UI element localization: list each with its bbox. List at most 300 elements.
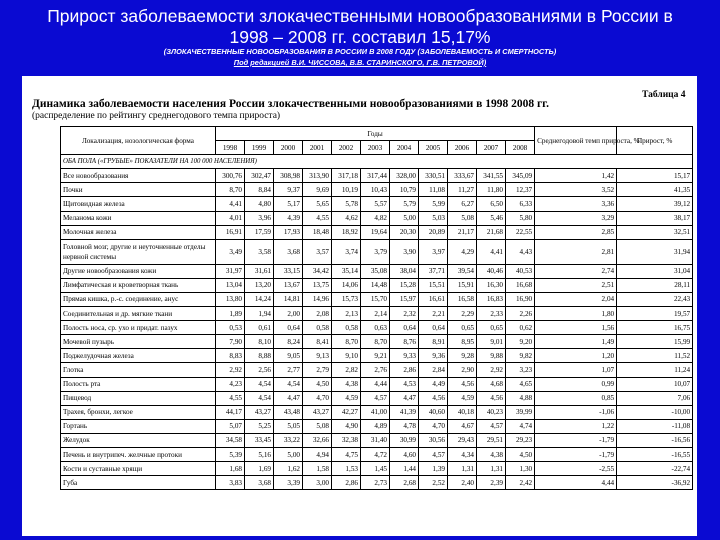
cell-2005: 8,91 xyxy=(419,335,448,349)
cell-2007: 4,41 xyxy=(477,239,506,264)
cell-2004: 20,30 xyxy=(390,225,419,239)
cell-2005: 2,84 xyxy=(419,363,448,377)
cell-growth: 31,04 xyxy=(617,264,693,278)
cell-1998: 2,92 xyxy=(216,363,245,377)
row-location: Другие новообразования кожи xyxy=(61,264,216,278)
cell-growth: 41,35 xyxy=(617,183,693,197)
cell-1999: 13,20 xyxy=(245,278,274,292)
table-caption: Динамика заболеваемости населения России злокачественными новообразованиями в 1998 2008 гг. xyxy=(32,98,549,110)
cell-1999: 43,27 xyxy=(245,405,274,419)
cell-growth: -11,08 xyxy=(617,419,693,433)
cell-growth: 19,57 xyxy=(617,307,693,321)
table-row xyxy=(61,169,693,183)
cell-2007: 1,31 xyxy=(477,462,506,476)
cell-2008: 39,99 xyxy=(506,405,535,419)
table-row xyxy=(61,476,693,490)
cell-1998: 8,83 xyxy=(216,349,245,363)
cell-2006: 2,90 xyxy=(448,363,477,377)
cell-1998: 4,41 xyxy=(216,197,245,211)
cell-2006: 4,34 xyxy=(448,447,477,461)
cell-2000: 4,47 xyxy=(274,391,303,405)
cell-2007: 4,57 xyxy=(477,419,506,433)
editors-line: Под редакцией В.И. ЧИССОВА, В.В. СТАРИНСКОГО, Г.В. ПЕТРОВОЙ) xyxy=(233,58,487,67)
cell-avg-growth: 4,44 xyxy=(535,476,617,490)
cell-2007: 4,56 xyxy=(477,391,506,405)
cell-2006: 8,95 xyxy=(448,335,477,349)
row-location: Молочная железа xyxy=(61,225,216,239)
cell-2006: 0,65 xyxy=(448,321,477,335)
row-location: Поджелудочная железа xyxy=(61,349,216,363)
row-location: Гортань xyxy=(61,419,216,433)
cell-growth: 32,51 xyxy=(617,225,693,239)
cell-avg-growth: 1,49 xyxy=(535,335,617,349)
cell-2004: 3,90 xyxy=(390,239,419,264)
table-body xyxy=(61,155,693,490)
cell-avg-growth: -1,06 xyxy=(535,405,617,419)
cell-2005: 2,21 xyxy=(419,307,448,321)
cell-2001: 1,58 xyxy=(303,462,332,476)
row-location: Прямая кишка, р.-с. соединение, анус xyxy=(61,292,216,306)
cell-1999: 1,94 xyxy=(245,307,274,321)
cell-2007: 6,50 xyxy=(477,197,506,211)
cell-2004: 38,04 xyxy=(390,264,419,278)
cell-2006: 11,27 xyxy=(448,183,477,197)
cell-2006: 4,56 xyxy=(448,377,477,391)
cell-2007: 9,01 xyxy=(477,335,506,349)
cell-2000: 3,68 xyxy=(274,239,303,264)
cell-2008: 345,09 xyxy=(506,169,535,183)
cell-2002: 3,74 xyxy=(332,239,361,264)
title-line-2: 1998 – 2008 гг. составил 15,17% xyxy=(229,27,491,47)
row-location: Меланома кожи xyxy=(61,211,216,225)
year-header-2005: 2005 xyxy=(419,141,448,155)
cell-1999: 4,54 xyxy=(245,391,274,405)
year-header-2007: 2007 xyxy=(477,141,506,155)
cell-1998: 4,01 xyxy=(216,211,245,225)
cell-2000: 4,39 xyxy=(274,211,303,225)
year-header-1998: 1998 xyxy=(216,141,245,155)
table-row xyxy=(61,307,693,321)
year-header-2008: 2008 xyxy=(506,141,535,155)
cell-avg-growth: 2,74 xyxy=(535,264,617,278)
cell-2001: 34,42 xyxy=(303,264,332,278)
cell-avg-growth: 1,80 xyxy=(535,307,617,321)
cell-avg-growth: -2,55 xyxy=(535,462,617,476)
cell-avg-growth: -1,79 xyxy=(535,447,617,461)
row-location: Все новообразования xyxy=(61,169,216,183)
cell-2006: 9,28 xyxy=(448,349,477,363)
cell-2008: 3,23 xyxy=(506,363,535,377)
cell-2004: 2,32 xyxy=(390,307,419,321)
table-row xyxy=(61,278,693,292)
cell-2004: 0,64 xyxy=(390,321,419,335)
col-years-header: Годы xyxy=(216,127,535,141)
cell-2004: 4,53 xyxy=(390,377,419,391)
cell-2000: 1,62 xyxy=(274,462,303,476)
col-location-header: Локализация, нозологическая форма xyxy=(61,127,216,155)
cell-2000: 5,17 xyxy=(274,197,303,211)
cell-2008: 5,80 xyxy=(506,211,535,225)
cell-2004: 5,79 xyxy=(390,197,419,211)
cell-2000: 2,77 xyxy=(274,363,303,377)
cell-2004: 2,68 xyxy=(390,476,419,490)
cell-growth: 11,52 xyxy=(617,349,693,363)
cell-2003: 15,70 xyxy=(361,292,390,306)
cell-2007: 21,68 xyxy=(477,225,506,239)
cell-1999: 4,80 xyxy=(245,197,274,211)
cell-2000: 14,81 xyxy=(274,292,303,306)
year-header-2003: 2003 xyxy=(361,141,390,155)
cell-2001: 5,08 xyxy=(303,419,332,433)
cell-2003: 2,14 xyxy=(361,307,390,321)
cell-2002: 10,19 xyxy=(332,183,361,197)
cell-2004: 41,39 xyxy=(390,405,419,419)
cell-1998: 8,70 xyxy=(216,183,245,197)
cell-2003: 2,76 xyxy=(361,363,390,377)
cell-2002: 2,82 xyxy=(332,363,361,377)
cell-2005: 4,56 xyxy=(419,391,448,405)
cell-1999: 2,56 xyxy=(245,363,274,377)
cell-2008: 9,82 xyxy=(506,349,535,363)
cell-2006: 15,91 xyxy=(448,278,477,292)
cell-2000: 9,37 xyxy=(274,183,303,197)
cell-2000: 9,05 xyxy=(274,349,303,363)
cell-1998: 13,04 xyxy=(216,278,245,292)
cell-2001: 4,94 xyxy=(303,447,332,461)
cell-avg-growth: 1,07 xyxy=(535,363,617,377)
cell-growth: 39,12 xyxy=(617,197,693,211)
cell-avg-growth: 1,20 xyxy=(535,349,617,363)
cell-2003: 4,72 xyxy=(361,447,390,461)
cell-2004: 1,44 xyxy=(390,462,419,476)
cell-2007: 4,38 xyxy=(477,447,506,461)
cell-2007: 341,55 xyxy=(477,169,506,183)
cell-avg-growth: 2,04 xyxy=(535,292,617,306)
row-location: Губа xyxy=(61,476,216,490)
cell-2004: 4,78 xyxy=(390,419,419,433)
cell-2002: 4,75 xyxy=(332,447,361,461)
table-row xyxy=(61,239,693,264)
cell-growth: 28,11 xyxy=(617,278,693,292)
row-location: Полость рта xyxy=(61,377,216,391)
cell-2006: 4,59 xyxy=(448,391,477,405)
cell-2003: 8,70 xyxy=(361,335,390,349)
table-row xyxy=(61,349,693,363)
row-location: Желудок xyxy=(61,433,216,447)
cell-2003: 4,89 xyxy=(361,419,390,433)
cell-2008: 2,42 xyxy=(506,476,535,490)
cell-1999: 33,45 xyxy=(245,433,274,447)
cell-2002: 317,18 xyxy=(332,169,361,183)
cell-2002: 42,27 xyxy=(332,405,361,419)
cell-avg-growth: 1,22 xyxy=(535,419,617,433)
cell-2007: 40,23 xyxy=(477,405,506,419)
cell-1998: 34,58 xyxy=(216,433,245,447)
cell-2003: 1,45 xyxy=(361,462,390,476)
cell-2008: 2,26 xyxy=(506,307,535,321)
cell-1998: 44,17 xyxy=(216,405,245,419)
cell-2002: 15,73 xyxy=(332,292,361,306)
cell-1998: 0,53 xyxy=(216,321,245,335)
table-row xyxy=(61,405,693,419)
cell-2002: 2,13 xyxy=(332,307,361,321)
row-location: Соединительная и др. мягкие ткани xyxy=(61,307,216,321)
cell-2002: 2,86 xyxy=(332,476,361,490)
table-row xyxy=(61,264,693,278)
cell-2002: 35,14 xyxy=(332,264,361,278)
table-caption-sub: (распределение по рейтингу среднегодового темпа прироста) xyxy=(32,111,281,121)
cell-2007: 40,46 xyxy=(477,264,506,278)
cell-2007: 11,80 xyxy=(477,183,506,197)
col-growth-header: Прирост, % xyxy=(617,127,693,155)
cell-2001: 13,75 xyxy=(303,278,332,292)
cell-2006: 6,27 xyxy=(448,197,477,211)
cell-1999: 5,16 xyxy=(245,447,274,461)
cell-2003: 14,48 xyxy=(361,278,390,292)
cell-1998: 31,97 xyxy=(216,264,245,278)
cell-2001: 18,48 xyxy=(303,225,332,239)
cell-2001: 14,96 xyxy=(303,292,332,306)
cell-2001: 8,41 xyxy=(303,335,332,349)
cell-2008: 4,43 xyxy=(506,239,535,264)
cell-2005: 9,36 xyxy=(419,349,448,363)
cell-2004: 15,97 xyxy=(390,292,419,306)
cell-2000: 308,98 xyxy=(274,169,303,183)
cell-2000: 43,48 xyxy=(274,405,303,419)
cell-2000: 33,15 xyxy=(274,264,303,278)
cell-2003: 4,57 xyxy=(361,391,390,405)
cell-2003: 4,44 xyxy=(361,377,390,391)
incidence-table xyxy=(60,126,693,490)
cell-2000: 8,24 xyxy=(274,335,303,349)
cell-2005: 11,08 xyxy=(419,183,448,197)
cell-1999: 4,54 xyxy=(245,377,274,391)
cell-1998: 4,23 xyxy=(216,377,245,391)
table-row xyxy=(61,462,693,476)
cell-2003: 0,63 xyxy=(361,321,390,335)
cell-2002: 4,62 xyxy=(332,211,361,225)
cell-avg-growth: 0,85 xyxy=(535,391,617,405)
cell-2006: 2,40 xyxy=(448,476,477,490)
cell-2001: 4,55 xyxy=(303,211,332,225)
row-location: Трахея, бронхи, легкое xyxy=(61,405,216,419)
cell-1998: 3,49 xyxy=(216,239,245,264)
cell-1999: 3,58 xyxy=(245,239,274,264)
cell-2000: 5,00 xyxy=(274,447,303,461)
cell-1999: 302,47 xyxy=(245,169,274,183)
cell-avg-growth: 2,51 xyxy=(535,278,617,292)
table-row xyxy=(61,391,693,405)
cell-2002: 4,59 xyxy=(332,391,361,405)
cell-2005: 30,56 xyxy=(419,433,448,447)
cell-2006: 333,67 xyxy=(448,169,477,183)
cell-2001: 313,90 xyxy=(303,169,332,183)
cell-2004: 9,33 xyxy=(390,349,419,363)
cell-2000: 2,00 xyxy=(274,307,303,321)
cell-2001: 0,58 xyxy=(303,321,332,335)
cell-2008: 4,74 xyxy=(506,419,535,433)
cell-2000: 33,22 xyxy=(274,433,303,447)
cell-2001: 3,57 xyxy=(303,239,332,264)
cell-2000: 13,67 xyxy=(274,278,303,292)
cell-2005: 2,52 xyxy=(419,476,448,490)
cell-growth: 11,24 xyxy=(617,363,693,377)
cell-2006: 1,31 xyxy=(448,462,477,476)
cell-2007: 4,68 xyxy=(477,377,506,391)
source-line: (ЗЛОКАЧЕСТВЕННЫЕ НОВООБРАЗОВАНИЯ В РОССИИ В 2008 ГОДУ (ЗАБОЛЕВАЕМОСТЬ И СМЕРТНОСТЬ) xyxy=(163,47,557,56)
cell-1998: 1,89 xyxy=(216,307,245,321)
cell-avg-growth: 2,85 xyxy=(535,225,617,239)
cell-1998: 13,80 xyxy=(216,292,245,306)
cell-2003: 4,82 xyxy=(361,211,390,225)
cell-2001: 4,50 xyxy=(303,377,332,391)
cell-growth: -16,55 xyxy=(617,447,693,461)
table-row xyxy=(61,183,693,197)
table-row xyxy=(61,433,693,447)
cell-2005: 20,89 xyxy=(419,225,448,239)
year-header-2001: 2001 xyxy=(303,141,332,155)
cell-2008: 4,50 xyxy=(506,447,535,461)
cell-2006: 21,17 xyxy=(448,225,477,239)
cell-avg-growth: 3,52 xyxy=(535,183,617,197)
cell-2002: 4,38 xyxy=(332,377,361,391)
cell-2005: 3,97 xyxy=(419,239,448,264)
cell-1999: 17,59 xyxy=(245,225,274,239)
table-row xyxy=(61,321,693,335)
cell-2004: 2,86 xyxy=(390,363,419,377)
year-header-2002: 2002 xyxy=(332,141,361,155)
row-location: Щитовидная железа xyxy=(61,197,216,211)
row-location: Кости и суставные хрящи xyxy=(61,462,216,476)
cell-2003: 3,79 xyxy=(361,239,390,264)
cell-avg-growth: -1,79 xyxy=(535,433,617,447)
cell-avg-growth: 3,29 xyxy=(535,211,617,225)
row-location: Глотка xyxy=(61,363,216,377)
cell-growth: 7,06 xyxy=(617,391,693,405)
cell-2002: 9,10 xyxy=(332,349,361,363)
cell-2001: 9,69 xyxy=(303,183,332,197)
cell-2005: 4,57 xyxy=(419,447,448,461)
cell-2008: 6,33 xyxy=(506,197,535,211)
cell-1999: 0,61 xyxy=(245,321,274,335)
cell-2001: 5,65 xyxy=(303,197,332,211)
cell-2003: 31,40 xyxy=(361,433,390,447)
cell-avg-growth: 1,42 xyxy=(535,169,617,183)
cell-growth: 22,43 xyxy=(617,292,693,306)
cell-2006: 29,43 xyxy=(448,433,477,447)
cell-2007: 2,39 xyxy=(477,476,506,490)
cell-2004: 30,99 xyxy=(390,433,419,447)
cell-2004: 8,76 xyxy=(390,335,419,349)
cell-2000: 0,64 xyxy=(274,321,303,335)
cell-2002: 14,06 xyxy=(332,278,361,292)
cell-1999: 8,84 xyxy=(245,183,274,197)
cell-1998: 16,91 xyxy=(216,225,245,239)
cell-2005: 5,99 xyxy=(419,197,448,211)
cell-2007: 16,30 xyxy=(477,278,506,292)
cell-2003: 10,43 xyxy=(361,183,390,197)
cell-2008: 1,30 xyxy=(506,462,535,476)
cell-2001: 2,08 xyxy=(303,307,332,321)
table-row xyxy=(61,292,693,306)
cell-2001: 3,00 xyxy=(303,476,332,490)
cell-2008: 22,55 xyxy=(506,225,535,239)
cell-1999: 3,96 xyxy=(245,211,274,225)
row-location: Пищевод xyxy=(61,391,216,405)
cell-2004: 5,00 xyxy=(390,211,419,225)
cell-2000: 4,54 xyxy=(274,377,303,391)
cell-2005: 15,51 xyxy=(419,278,448,292)
cell-2005: 16,61 xyxy=(419,292,448,306)
cell-2003: 317,44 xyxy=(361,169,390,183)
cell-2003: 19,64 xyxy=(361,225,390,239)
cell-2008: 40,53 xyxy=(506,264,535,278)
year-header-1999: 1999 xyxy=(245,141,274,155)
group-row xyxy=(61,155,693,169)
year-header-2004: 2004 xyxy=(390,141,419,155)
cell-2002: 18,92 xyxy=(332,225,361,239)
row-location: Почки xyxy=(61,183,216,197)
cell-2001: 4,70 xyxy=(303,391,332,405)
row-location: Головной мозг, другие и неуточненные отделы нервной системы xyxy=(61,239,216,264)
cell-2008: 4,88 xyxy=(506,391,535,405)
cell-2006: 39,54 xyxy=(448,264,477,278)
cell-1999: 14,24 xyxy=(245,292,274,306)
cell-1998: 4,55 xyxy=(216,391,245,405)
row-location: Полость носа, ср. ухо и придат. пазух xyxy=(61,321,216,335)
cell-1999: 31,61 xyxy=(245,264,274,278)
cell-2006: 4,29 xyxy=(448,239,477,264)
cell-2006: 16,58 xyxy=(448,292,477,306)
cell-2005: 4,70 xyxy=(419,419,448,433)
year-header-2006: 2006 xyxy=(448,141,477,155)
row-location: Печень и внутрипеч. желчные протоки xyxy=(61,447,216,461)
cell-2003: 9,21 xyxy=(361,349,390,363)
cell-avg-growth: 1,56 xyxy=(535,321,617,335)
cell-2005: 330,51 xyxy=(419,169,448,183)
cell-2000: 3,39 xyxy=(274,476,303,490)
cell-2003: 5,57 xyxy=(361,197,390,211)
cell-2002: 32,38 xyxy=(332,433,361,447)
table-scan xyxy=(22,76,697,536)
cell-2004: 4,47 xyxy=(390,391,419,405)
cell-2001: 32,66 xyxy=(303,433,332,447)
cell-2005: 37,71 xyxy=(419,264,448,278)
cell-2007: 9,88 xyxy=(477,349,506,363)
cell-growth: -10,00 xyxy=(617,405,693,419)
cell-2008: 12,37 xyxy=(506,183,535,197)
cell-avg-growth: 2,81 xyxy=(535,239,617,264)
cell-2003: 2,73 xyxy=(361,476,390,490)
cell-2005: 40,60 xyxy=(419,405,448,419)
cell-2001: 43,27 xyxy=(303,405,332,419)
cell-growth: -36,92 xyxy=(617,476,693,490)
cell-1999: 5,25 xyxy=(245,419,274,433)
cell-2004: 10,79 xyxy=(390,183,419,197)
col-avg-header: Среднегодовой темп прироста, % xyxy=(535,127,617,155)
cell-2000: 17,93 xyxy=(274,225,303,239)
row-location: Мочевой пузырь xyxy=(61,335,216,349)
cell-2007: 5,46 xyxy=(477,211,506,225)
cell-2004: 328,00 xyxy=(390,169,419,183)
cell-growth: 16,75 xyxy=(617,321,693,335)
cell-1998: 1,68 xyxy=(216,462,245,476)
cell-avg-growth: 3,36 xyxy=(535,197,617,211)
table-number: Таблица 4 xyxy=(642,90,686,100)
table-row xyxy=(61,197,693,211)
cell-1998: 300,76 xyxy=(216,169,245,183)
table-row xyxy=(61,377,693,391)
